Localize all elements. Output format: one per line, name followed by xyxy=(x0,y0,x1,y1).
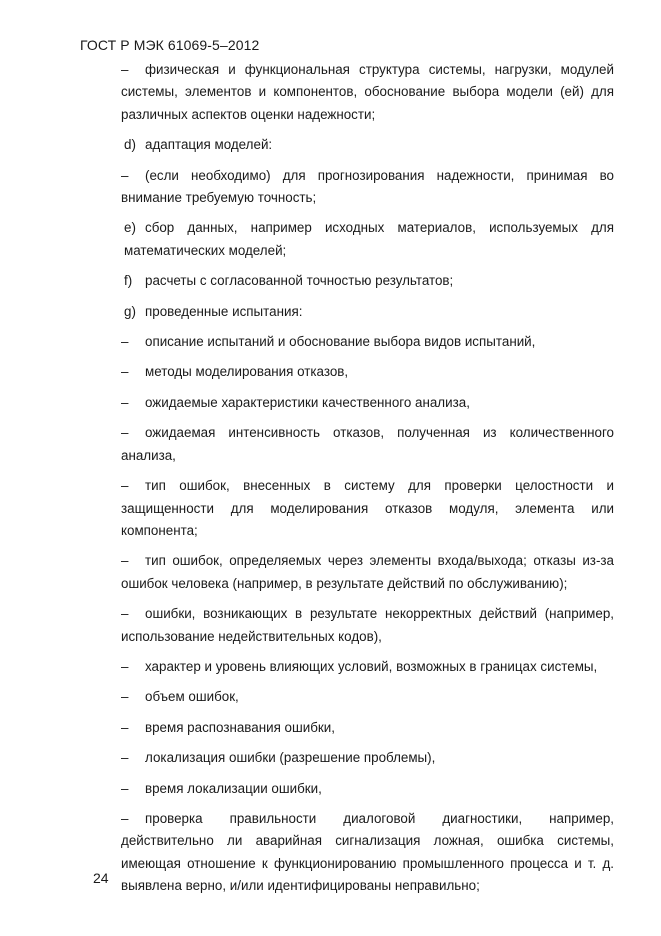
list-item-text: локализация ошибки (разрешение проблемы), xyxy=(145,750,436,766)
list-marker: – xyxy=(121,719,129,735)
list-item xyxy=(88,550,614,595)
list-item-text: адаптация моделей: xyxy=(145,137,273,153)
list-marker: g) xyxy=(124,303,136,319)
list-item-text: ожидаемая интенсивность отказов, полученная из количественного анализа, xyxy=(121,425,614,463)
list-item xyxy=(88,301,614,323)
list-item xyxy=(88,603,614,648)
list-item-text: характер и уровень влияющих условий, возможных в границах системы, xyxy=(145,658,598,674)
list-item xyxy=(88,475,614,542)
list-marker: – xyxy=(121,478,129,494)
list-item-text: ошибки, возникающих в результате некорректных действий (например, использование недействительных кодов), xyxy=(121,606,614,644)
list-item-text: расчеты с согласованной точностью результатов; xyxy=(145,273,454,289)
list-marker: – xyxy=(121,62,129,77)
list-marker: – xyxy=(121,553,129,569)
list-marker: – xyxy=(121,394,129,410)
list-item xyxy=(88,422,614,467)
list-marker: – xyxy=(121,606,129,622)
list-item xyxy=(88,686,614,708)
list-item xyxy=(88,165,614,210)
list-marker: – xyxy=(121,334,129,350)
list-item xyxy=(88,331,614,353)
list-marker: – xyxy=(121,364,129,380)
list-marker: d) xyxy=(124,137,136,153)
list-marker: – xyxy=(121,750,129,766)
list-item-text: (если необходимо) для прогнозирования надежности, принимая во внимание требуемую точность; xyxy=(121,167,614,206)
list-marker: – xyxy=(121,689,129,705)
list-marker: – xyxy=(121,780,129,796)
list-item xyxy=(88,656,614,678)
page-header: ГОСТ Р МЭК 61069-5–2012 xyxy=(80,37,260,53)
list-marker: – xyxy=(121,658,129,674)
list-item xyxy=(88,778,614,800)
list-item xyxy=(88,808,614,898)
list-item xyxy=(88,217,614,262)
list-item xyxy=(88,59,614,126)
list-item-text: объем ошибок, xyxy=(145,689,239,705)
list-item xyxy=(88,361,614,383)
list-item-text: проверка правильности диалоговой диагностики, например, действительно ли аварийная сигнализация ложная, ошибка системы, имеющая отношение к функционированию промышленного процесса и т. д. выявлена верно, и/или идентифицированы неправильно; xyxy=(121,810,614,894)
list-marker: – xyxy=(121,810,129,826)
list-item-text: время локализации ошибки, xyxy=(145,780,322,796)
list-item-text: сбор данных, например исходных материалов, используемых для математических моделей; xyxy=(124,220,614,258)
list-item-text: физическая и функциональная структура системы, нагрузки, модулей системы, элементов и компонентов, обоснование выбора модели (ей) для различных аспектов оценки надежности; xyxy=(121,62,614,122)
list-item-text: время распознавания ошибки, xyxy=(145,719,335,735)
list-item-text: методы моделирования отказов, xyxy=(145,364,349,380)
document-body xyxy=(88,59,614,906)
list-item xyxy=(88,717,614,739)
list-item xyxy=(88,747,614,769)
list-item xyxy=(88,270,614,292)
list-item-text: проведенные испытания: xyxy=(145,303,303,319)
list-item xyxy=(88,134,614,156)
list-item-text: тип ошибок, внесенных в систему для проверки целостности и защищенности для моделирования отказов модуля, элемента или компонента; xyxy=(121,478,614,538)
list-marker: – xyxy=(121,167,129,183)
list-item-text: ожидаемые характеристики качественного анализа, xyxy=(145,394,470,410)
list-item-text: описание испытаний и обоснование выбора видов испытаний, xyxy=(145,334,536,350)
list-marker: f) xyxy=(124,273,133,289)
list-item-text: тип ошибок, определяемых через элементы входа/выхода; отказы из-за ошибок человека (например, в результате действий по обслуживанию); xyxy=(121,553,614,591)
list-marker: – xyxy=(121,425,129,441)
page-number: 24 xyxy=(93,870,109,886)
list-item xyxy=(88,392,614,414)
list-marker: e) xyxy=(124,220,136,236)
